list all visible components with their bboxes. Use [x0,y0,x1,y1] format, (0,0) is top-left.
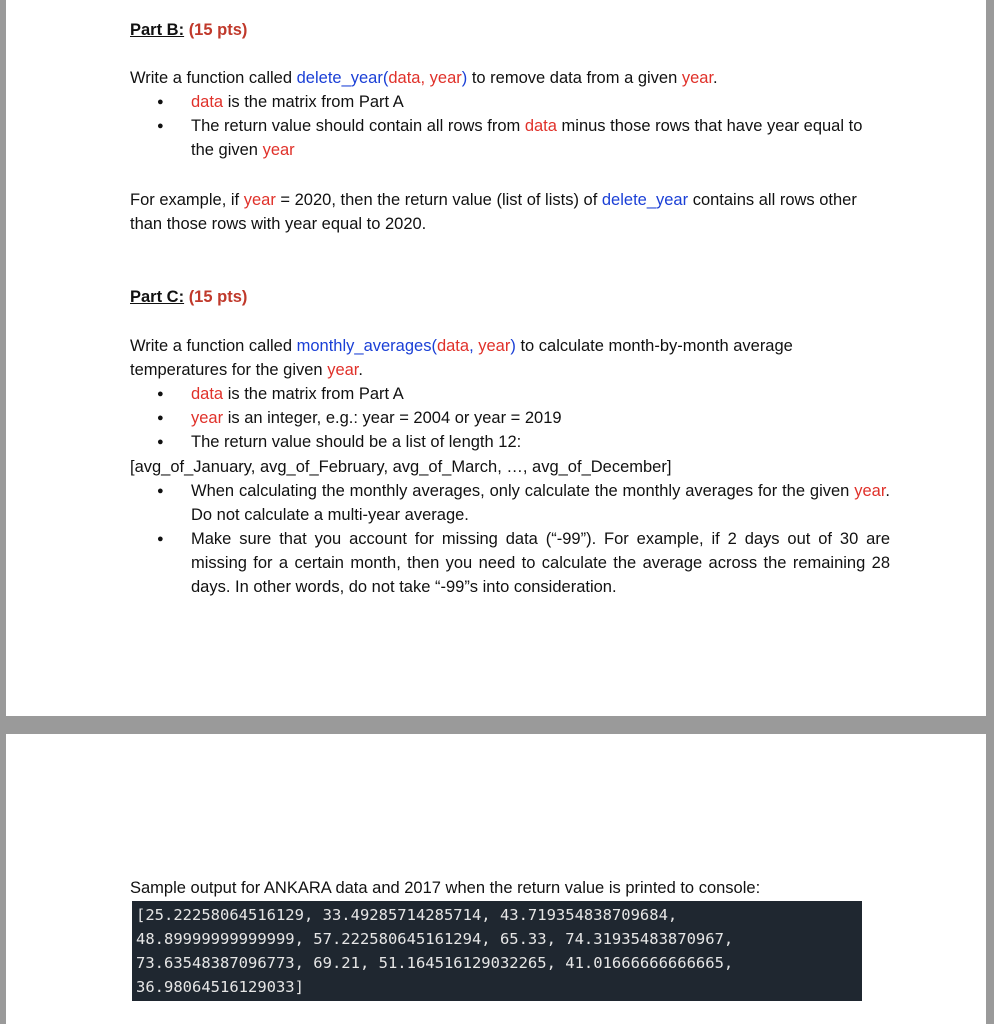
console-output [132,901,862,1001]
list-item: ● The return value should be a list of length 12: [130,430,890,454]
part-b-example: For example, if year = 2020, then the return value (list of lists) of delete_year contains all rows other than those rows with year equal to 2020. [130,191,857,233]
list-item: ● When calculating the monthly averages, only calculate the monthly averages for the given year. Do not calculate a multi-year average. [130,479,890,527]
part-b-heading: Part B: (15 pts) [130,21,248,39]
return-list-format: [avg_of_January, avg_of_February, avg_of_March, …, avg_of_December] [130,458,672,476]
part-c-bullets-b [130,479,890,599]
list-item: ● data is the matrix from Part A [130,382,890,406]
console-line: 73.63548387096773, 69.21, 51.164516129032265, 41.01666666666665, [136,954,734,972]
part-c-bullets-a [130,382,890,454]
sample-output-label: Sample output for ANKARA data and 2017 when the return value is printed to console: [130,879,761,897]
part-c-intro: Write a function called monthly_averages(data, year) to calculate month-by-month average temperatures for the given year. [130,337,793,379]
part-c-heading: Part C: (15 pts) [130,288,248,306]
part-b-bullets [130,90,890,162]
document-page-1 [6,0,986,716]
console-line: [25.22258064516129, 33.49285714285714, 43.719354838709684, [136,906,678,924]
document-page-2 [6,734,986,1024]
console-line: 48.89999999999999, 57.222580645161294, 65.33, 74.31935483870967, [136,930,734,948]
list-item: ● year is an integer, e.g.: year = 2004 or year = 2019 [130,406,890,430]
console-line: 36.98064516129033] [136,978,304,996]
list-item: ● Make sure that you account for missing data (“-99”). For example, if 2 days out of 30 are missing for a certain month, then you need to calculate the average across the remaining 28 days. In other words, do not take “-99”s into consideration. [130,527,890,599]
list-item: ● The return value should contain all rows from data minus those rows that have year equal to the given year [130,114,890,162]
part-b-intro: Write a function called delete_year(data, year) to remove data from a given year. [130,69,718,87]
list-item: ● data is the matrix from Part A [130,90,890,114]
